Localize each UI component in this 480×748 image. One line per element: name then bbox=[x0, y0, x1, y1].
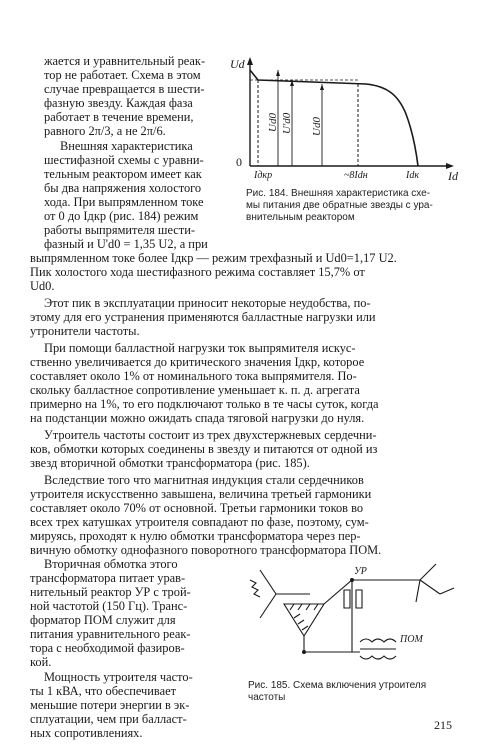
text-line: нительный реактор УР с трой- bbox=[30, 585, 191, 599]
text-line: мируясь, проходят к нулю обмотки трансформатора через пер- bbox=[30, 529, 361, 543]
figure-184-caption-line: мы питания две обратные звезды с ура- bbox=[246, 200, 433, 211]
page-number: 215 bbox=[434, 718, 452, 732]
text-line: Внешняя характеристика bbox=[60, 139, 193, 153]
text-line: Вследствие того что магнитная индукция стали сердечников bbox=[44, 473, 364, 487]
figure-185-caption-line: Рис. 185. Схема включения утроителя bbox=[248, 680, 427, 691]
text-line: шестифазной схемы с уравни- bbox=[44, 153, 204, 167]
text-line: случае превращается в шести- bbox=[44, 82, 205, 96]
text-line: При помощи балластной нагрузки ток выпрямителя искус- bbox=[44, 341, 356, 355]
text-line: фазную звезду. Каждая фаза bbox=[44, 96, 193, 110]
origin-label: 0 bbox=[236, 155, 242, 169]
text-line: питания уравнительного реак- bbox=[30, 627, 191, 641]
text-line: на подстанции можно ожидать спада тяговой нагрузки до нуля. bbox=[30, 411, 365, 425]
text-line: выпрямленном токе более Iдкр — режим трехфазный и Ud0=1,17 U2. bbox=[30, 251, 397, 265]
text-line: Вторичная обмотка этого bbox=[44, 557, 178, 571]
text-line: вичную обмотку однофазного поворотного трансформатора ПОМ. bbox=[30, 543, 382, 557]
text-line: ты 1 кВА, что обеспечивает bbox=[30, 684, 176, 698]
text-line: бы два напряжения холостого bbox=[44, 181, 202, 195]
text-line: от 0 до Iдкр (рис. 184) режим bbox=[44, 209, 199, 223]
text-line: фазный и U'd0 = 1,35 U2, а при bbox=[44, 237, 208, 251]
figure-184 bbox=[226, 54, 462, 186]
text-line: составляет около 1% от номинального тока выпрямителя. По- bbox=[30, 369, 357, 383]
ud0-label: Ud0 bbox=[311, 117, 323, 136]
figure-184-caption-line: внительным реактором bbox=[246, 212, 355, 223]
ud0-prime-label: U'd0 bbox=[281, 112, 293, 134]
text-line: работы выпрямителя шести- bbox=[44, 223, 195, 237]
text-line: тора с необходимой фазиров- bbox=[30, 641, 185, 655]
text-line: жается и уравнительный реак- bbox=[44, 54, 206, 68]
text-line: тор не работает. Схема в этом bbox=[44, 68, 201, 82]
text-line: всех трех катушках утроителя совпадают по фазе, поэтому, сум- bbox=[30, 515, 369, 529]
ur-label: УР bbox=[354, 566, 367, 577]
text-line: примерно на 1%, то его подключают только в те часы суток, когда bbox=[30, 397, 379, 411]
text-line: хода. При выпрямленном токе bbox=[44, 195, 204, 209]
text-line: скольку балластное сопротивление уменьшает к. п. д. агрегата bbox=[30, 383, 360, 397]
text-line: этому для его устранения применяются балластные нагрузки или bbox=[30, 310, 376, 324]
text-line: трансформатора питает урав- bbox=[30, 571, 186, 585]
text-line: Пик холостого хода шестифазного режима составляет 15,7% от bbox=[30, 265, 365, 279]
tick-idk: Idк bbox=[406, 170, 420, 181]
text-line: составляет около 70% от основной. Третьи гармоники токов во bbox=[30, 501, 364, 515]
pom-label: ПОМ bbox=[400, 634, 423, 645]
text-line: ных сопротивлениях. bbox=[30, 726, 143, 740]
text-line: равного 2π/3, а не 2π/6. bbox=[44, 124, 166, 138]
text-line: ков, обмотки которых соединены в звезду и питаются от одной из bbox=[30, 442, 378, 456]
udkp-label: Ud0 bbox=[267, 113, 279, 132]
text-line: утроителя искусственно завышена, величина третьей гармоники bbox=[30, 487, 372, 501]
figure-184-caption-line: Рис. 184. Внешняя характеристика схе- bbox=[246, 188, 431, 199]
figure-185 bbox=[240, 560, 462, 672]
text-line: меньшие потери энергии в эк- bbox=[30, 698, 190, 712]
text-line: Ud0. bbox=[30, 279, 55, 293]
figure-185-caption-line: частоты bbox=[248, 692, 286, 703]
text-line: ной частотой (150 Гц). Транс- bbox=[30, 599, 188, 613]
text-line: форматор ПОМ служит для bbox=[30, 613, 176, 627]
text-line: Этот пик в эксплуатации приносит некоторые неудобства, по- bbox=[44, 296, 371, 310]
text-line: тельным реактором имеет как bbox=[44, 167, 202, 181]
text-line: Утроитель частоты состоит из трех двухстержневых сердечни- bbox=[44, 428, 377, 442]
text-line: сплуатации, чем при балласт- bbox=[30, 712, 187, 726]
text-line: работает в течение времени, bbox=[44, 110, 194, 124]
text-line: утронители частоты. bbox=[30, 324, 140, 338]
tick-idkr: Iдкр bbox=[254, 170, 273, 181]
text-line: ственно увеличивается до критического значения Iдкр, которое bbox=[30, 355, 365, 369]
text-line: звезд вторичной обмотки трансформатора (рис. 185). bbox=[30, 456, 310, 470]
text-line: кой. bbox=[30, 655, 52, 669]
tick-idn: ~8Idн bbox=[344, 170, 368, 181]
y-axis-label: Ud bbox=[230, 57, 245, 71]
x-axis-label: Id bbox=[448, 169, 458, 183]
text-line: Мощность утроителя часто- bbox=[44, 670, 193, 684]
